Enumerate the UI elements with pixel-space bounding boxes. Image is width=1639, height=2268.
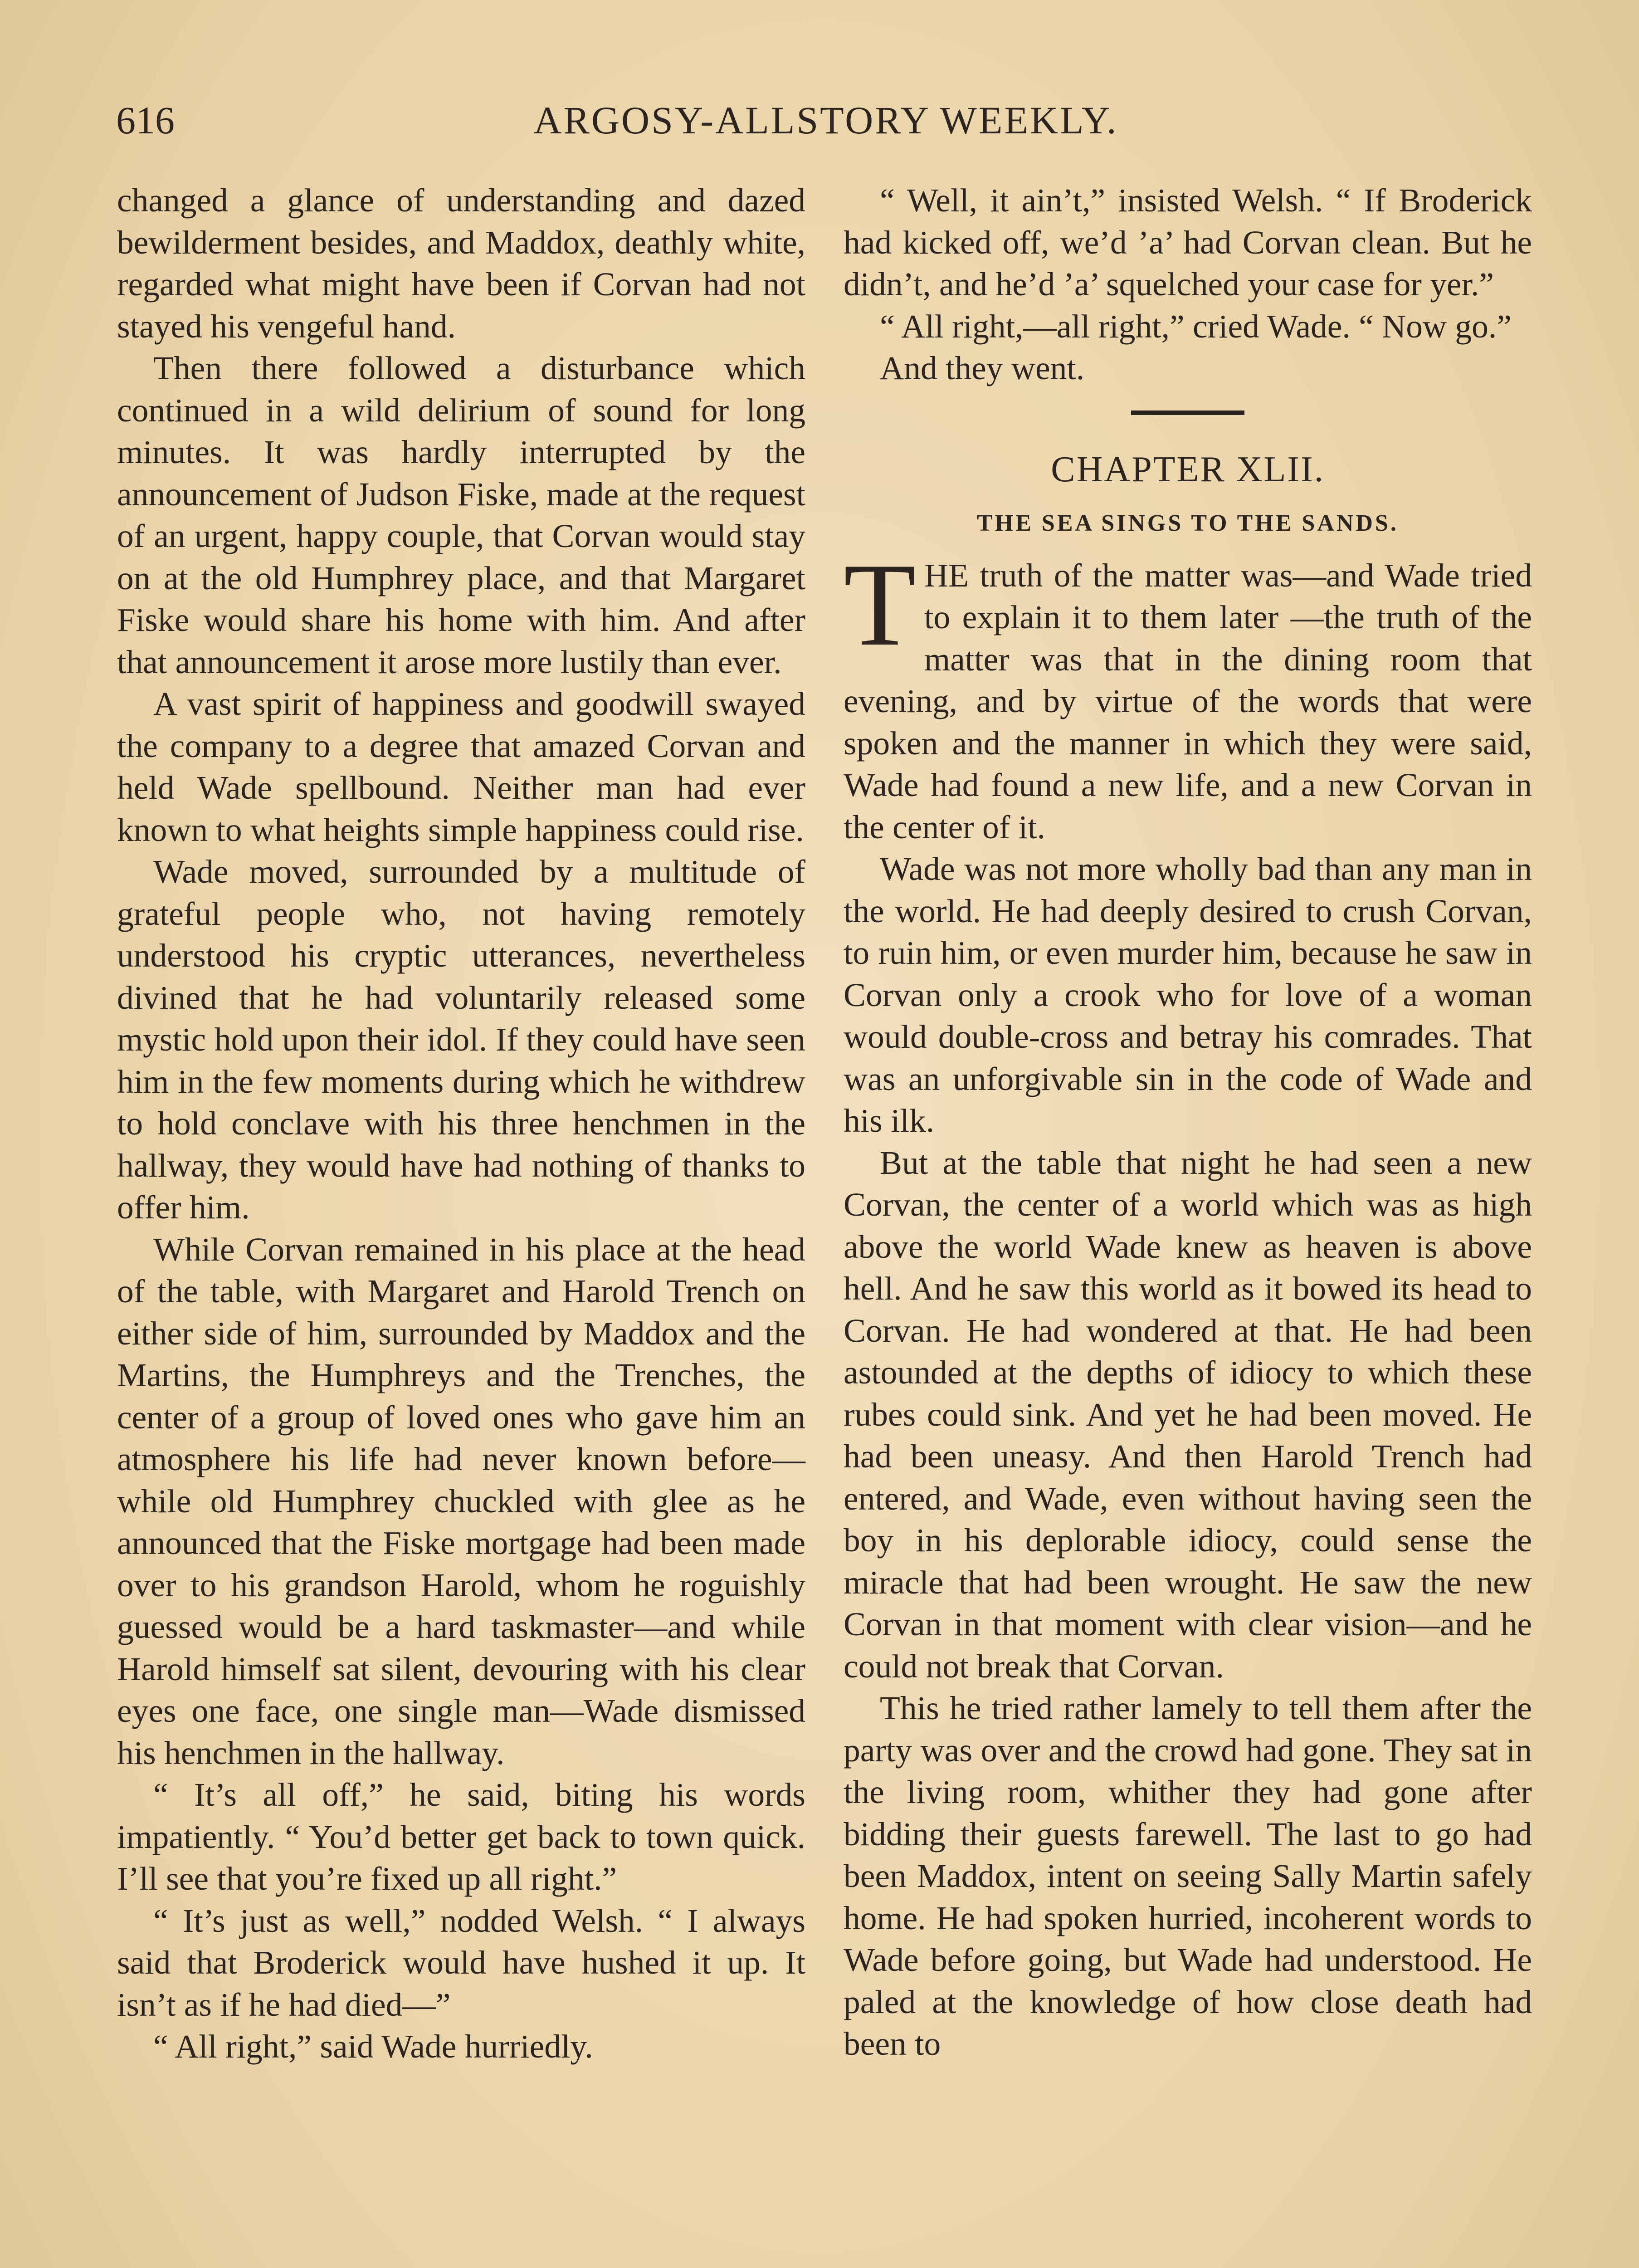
paragraph: changed a glance of understanding and dazed bewilderment besides, and Maddox, deathly white, regarded what might have been if Corvan had not stayed his vengeful hand. <box>117 182 805 345</box>
section-divider <box>1131 411 1244 415</box>
chapter-title: CHAPTER XLII. <box>1051 449 1325 489</box>
paragraph: Then there followed a disturbance which continued in a wild delirium of sound for long minutes. It was hardly interrupted by the announcement of Judson Fiske, made at the request of an urgent, happy couple, that Corvan would stay on at the old Humphrey place, and that Margaret Fiske would share his home with him. And after that announcement it arose more lustily than ever. <box>117 350 805 680</box>
right-column <box>844 180 1532 2065</box>
chapter-subtitle: THE SEA SINGS TO THE SANDS. <box>977 510 1399 536</box>
paragraph: While Corvan remained in his place at the head of the table, with Margaret and Harold Trench on either side of him, surrounded by Maddox and the Martins, the Humphreys and the Trenches, the center of a group of loved ones who gave him an atmosphere his life had never known before—while old Humphrey chuckled with glee as he announced that the Fiske mortgage had been made over to his grandson Harold, whom he roguishly guessed would be a hard taskmaster—and while Harold himself sat silent, devouring with his clear eyes one face, one single man—Wade dismissed his henchmen in the hallway. <box>117 1231 805 1771</box>
page-header <box>116 95 1536 145</box>
paragraph: “ It’s just as well,” nodded Welsh. “ I always said that Broderick would have hushed it up. It isn’t as if he had died—” <box>117 1902 805 2023</box>
paragraph: Wade moved, surrounded by a multitude of grateful people who, not having remotely understood his cryptic utterances, nevertheless divined that he had voluntarily released some mystic hold upon their idol. If they could have seen him in the few moments during which he withdrew to hold conclave with his three henchmen in the hallway, they would have had nothing of thanks to offer him. <box>117 853 805 1226</box>
paragraph: “ It’s all off,” he said, biting his words impatiently. “ You’d better get back to town quick. I’ll see that you’re fixed up all right.” <box>117 1776 805 1897</box>
paragraph: And they went. <box>880 350 1085 386</box>
chapter-opening-paragraph <box>844 538 1532 849</box>
paragraph: Wade was not more wholly bad than any man in the world. He had deeply desired to crush Corvan, to ruin him, or even murder him, because he saw in Corvan only a crook who for love of a woman would double-cross and betray his comrades. That was an unforgivable sin in the code of Wade and his ilk. <box>844 850 1532 1139</box>
paragraph-text: HE truth of the matter was—and Wade tried to explain it to them later —the truth of the matter was that in the dining room that evening, and by virtue of the words that were spoken and the manner in which they were said, Wade had found a new life, and a new Corvan in the center of it. <box>844 557 1532 846</box>
page-number: 616 <box>116 98 175 142</box>
paragraph: “ All right,—all right,” cried Wade. “ Now go.” <box>880 308 1512 345</box>
paragraph: This he tried rather lamely to tell them after the party was over and the crowd had gone. They sat in the living room, whither they had gone after bidding their guests farewell. The last to go had been Maddox, intent on seeing Sally Martin safely home. He had spoken hurried, incoherent words to Wade before going, but Wade had understood. He paled at the knowledge of how close death had been to <box>844 1690 1532 2062</box>
left-column <box>117 180 805 2068</box>
drop-cap: T <box>844 538 917 670</box>
paragraph: But at the table that night he had seen a new Corvan, the center of a world which was as high above the world Wade knew as heaven is above hell. And he saw this world as it bowed its head to Corvan. He had wondered at that. He had been astounded at the depths of idiocy to which these rubes could sink. And yet he had been moved. He had been uneasy. And then Harold Trench had entered, and Wade, even without having seen the boy in his deplorable idiocy, could sense the miracle that had been wrought. He saw the new Corvan in that moment with clear vision—and he could not break that Corvan. <box>844 1144 1532 1685</box>
paragraph: “ Well, it ain’t,” insisted Welsh. “ If Broderick had kicked off, we’d ’a’ had Corvan clean. But he didn’t, and he’d ’a’ squelched your case for yer.” <box>844 182 1532 303</box>
paragraph: A vast spirit of happiness and goodwill swayed the company to a degree that amazed Corvan and held Wade spellbound. Neither man had ever known to what heights simple happiness could rise. <box>117 685 805 848</box>
paragraph: “ All right,” said Wade hurriedly. <box>153 2028 593 2065</box>
running-title: ARGOSY-ALLSTORY WEEKLY. <box>533 98 1118 142</box>
